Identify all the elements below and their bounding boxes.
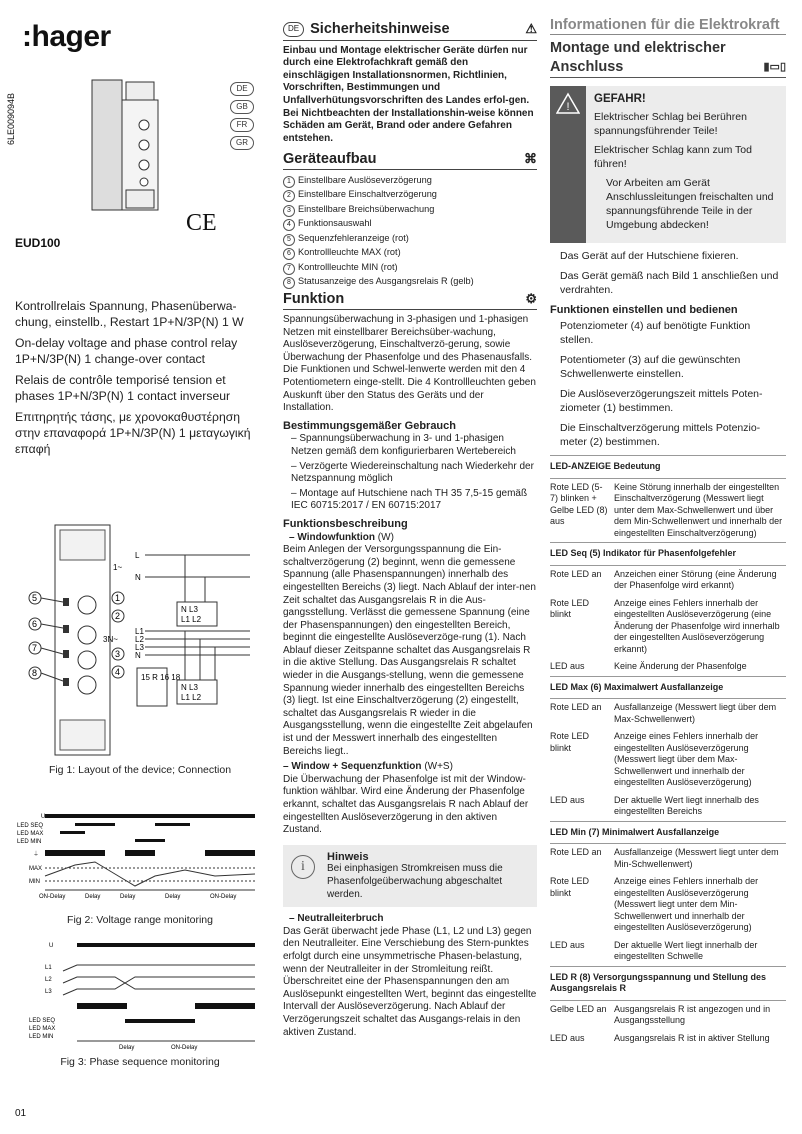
lang-badge-gb: GB [230,100,254,114]
svg-text:5: 5 [32,593,38,603]
ws-title: – Window + Sequenzfunktion [283,761,422,773]
svg-text:1: 1 [115,593,121,603]
table-row [550,478,786,543]
mount-heading [550,39,786,78]
func-step-1: Potenziometer (4) auf benötigte Funktion stellen. [560,320,751,346]
window-text: Beim Anlegen der Versorgungsspannung die Ein-schaltverzögerung (2) beginnt, wenn die gemessene Spannung (alle Phasenspannungen) innerhalb des eingestellten Bereichs (3) liegt. Nach Ablauf der inter-nen Zeit schaltet das Ausgangsrelais R in die Aus-gangsstellung. Verlässt die gemessene Spannung (eine der Phasenspannungen) den eingestellten Bereich, beginnt die eingestellte Auslöseverzöge-rung (1). Nach Ablauf dieser Zeitspanne schaltet das Ausgangsrelais R in die aktive Stellung. Das Ausgangsrelais R schaltet wieder in die Ausgangs-stellung, wenn die gemessene Spannung wieder innerhalb des eingestellten Bereichs (3) liegt. Ist eine Einschaltverzögerung (2) eingestellt, schaltet das Ausgangsrelais R wieder in die Ausgangsstellung, wenn die eingestellte Zeit abgelaufen ist und der Messwert innerhalb des eingestellten Bereichs liegt.. [283,544,536,757]
device-layout-icon: ⌘ [524,151,537,167]
table-cell-value: Anzeichen einer Störung (eine Änderung der Phasenfolge wird erkannt) [614,568,777,590]
fig1-terminal-bot: L1 L2 [181,615,202,624]
table-row [550,821,786,844]
fig2-label-delay-1: Delay [85,894,101,900]
table-row [550,658,786,676]
list-item [283,275,537,289]
brand-logo: :hager [22,20,111,53]
table-cell-value: Ausfallanzeige (Messwert liegt über dem Max-Schwellenwert) [614,702,777,724]
part-number: 1 [283,176,295,188]
fig2-label-led-seq: LED SEQ [17,823,44,829]
func-step-2: Potentiometer (3) auf die gewünschten Schwellenwerte einstellen. [560,354,741,380]
part-label: Sequenzfehleranzeige (rot) [298,232,409,243]
use-item-3: – Montage auf Hutschiene nach TH 35 7,5-15 gemäß IEC 60715:2017 / EN 60715:2017 [291,487,528,512]
table-row [550,595,786,659]
svg-text:8: 8 [32,668,38,678]
fig1-terminal-top: N L3 [181,605,198,614]
fig3-label-on-delay: ON-Delay [171,1045,198,1051]
use-item-2: – Verzögerte Wiedereinschaltung nach Wiederkehr der Netzspannung möglich [291,460,534,485]
fig1-label-n: N [135,573,141,582]
desc-title: Funktionsbeschreibung [283,517,408,530]
fig1-label-l1: L1 [135,627,144,636]
table-cell-value: Der aktuelle Wert liegt innerhalb des eingestellten Bereichs [614,794,759,816]
use-title: Bestimmungsgemäßer Gebrauch [283,419,456,432]
table-row [550,937,786,967]
function-heading [283,293,537,310]
gear-hand-icon: ⚙ [525,291,537,307]
list-item [283,203,537,217]
part-number: 2 [283,190,295,202]
table-cell-key: LED aus [550,1032,585,1043]
part-number: 6 [283,248,295,260]
list-item [283,246,537,260]
table-cell-value: Ausgangsrelais R ist angezogen und in Ausgangsstellung [614,1003,771,1025]
danger-text-1: Elektrischer Schlag bei Berühren spannungsführender Teile! [594,111,747,137]
device-heading [283,153,537,170]
fig2-label-min: MIN [29,879,40,885]
list-item [283,232,537,246]
table-cell-key: Gelbe LED an [550,1003,607,1014]
product-description [15,298,267,462]
parts-list [283,174,537,290]
table-cell-value: Keine Änderung der Phasenfolge [614,661,747,671]
fig3-diagram [15,935,265,1055]
din-rail-icon: ▮▭▯ [763,61,786,73]
function-title: Funktion [283,291,345,308]
hint-box [283,845,537,907]
info-title: Informationen für die Elektrokraft [550,18,786,35]
danger-text-3: Vor Arbeiten am Gerät Anschlussleitungen freischalten und spannungsführende Teile in der Umgebung abdecken! [606,177,774,231]
list-item [283,174,537,188]
table-cell-value: Ausgangsrelais R ist in aktiver Stellung [614,1032,770,1043]
part-label: Kontrollleuchte MIN (rot) [298,261,398,272]
table-row [550,966,786,1000]
document-code: 6LE009094B [6,92,16,145]
fig2-caption: Fig 2: Voltage range monitoring [67,914,213,926]
svg-text:4: 4 [115,667,121,677]
right-column [550,18,786,1047]
mount-step-1: Das Gerät auf der Hutschiene fixieren. [560,250,739,262]
part-label: Funktionsauswahl [298,218,372,229]
fig3-label-led-seq: LED SEQ [29,1018,56,1024]
part-number: 3 [283,205,295,217]
safety-heading [283,22,537,41]
fig1-terminal-bot-2: L1 L2 [181,693,202,702]
table-row [550,565,786,595]
fig2-label-on-delay: ON-Delay [39,894,66,900]
table-heading: LED Max (6) Maximalwert Ausfallanzeige [550,676,786,699]
svg-text:!: ! [566,101,570,113]
fig3-label-u: U [49,943,54,949]
device-title: Geräteaufbau [283,151,377,168]
fig1-diagram [15,520,265,765]
fig2-label-u: U [41,814,46,820]
part-label: Einstellbare Einschaltverzögerung [298,189,437,200]
fig2-label-max: MAX [29,866,43,872]
ws-code: (W+S) [424,761,453,773]
fig1-label-l3: L3 [135,643,144,652]
fig3-label-l3: L3 [45,989,52,995]
led-table [550,455,786,1047]
table-cell-key: LED aus [550,661,585,671]
lang-badge-fr: FR [230,118,254,132]
hint-text: Bei einphasigen Stromkreisen muss die Phasenfolgeüberwachung abgeschaltet werden. [327,863,503,900]
func-step-3: Die Auslöseverzögerungszeit mittels Poten-ziometer (1) bestimmen. [560,388,763,414]
window-code: (W) [377,531,394,543]
device-illustration [82,70,172,220]
fig3-label-l1: L1 [45,965,52,971]
page-number: 01 [15,1108,27,1119]
svg-text:2: 2 [115,611,121,621]
part-label: Einstellbare Auslöseverzögerung [298,174,432,185]
fig1-label-n3: N [135,651,141,660]
danger-text-2: Elektrischer Schlag kann zum Tod führen! [594,144,752,170]
table-cell-key: Rote LED an [550,568,602,579]
part-label: Statusanzeige des Ausgangsrelais R (gelb) [298,276,474,287]
table-cell-key: Rote LED an [550,702,602,712]
table-cell-key: LED aus [550,939,585,950]
table-cell-value: Anzeige eines Fehlers innerhalb der eingestellten Auslöseverzögerung (Messwert liegt über dem Max-Schwellenwert und innerhalb der eingestellten Auslöseverzögerung) [614,731,759,787]
window-title: – Windowfunktion [289,531,376,543]
function-intro: Spannungsüberwachung in 3-phasigen und 1-phasigen Netzen mit einstellbarer Bereichsüber-wachung, Auslöseverzögerung, Einschaltverzö-gerung, sowie Überwachung der Phasenfolge und des Phasenausfalls. Die Funktionen und Schwel-lenwerte werden mit den 4 Potentiometern einge-stellt. Die 4 Kontrollleuchten geben Auskunft über den Status des Geräts und der Installation. [283,314,536,414]
table-row [550,676,786,699]
fig3-caption: Fig 3: Phase sequence monitoring [60,1056,220,1068]
fig1-caption: Fig 1: Layout of the device; Connection [48,764,232,776]
fig3-label-delay: Delay [119,1045,135,1051]
fig2-label-led-min: LED MIN [17,839,42,845]
neutral-text: Das Gerät überwacht jede Phase (L1, L2 und L3) gegen den Neutralleiter. Eine Verschiebung des Stern-punktes erfolgt durch eine unsymmetrische Phasen-belastung, wenn der Neutralleiter in der Stromleitung reißt. Überschreitet eine der Phasenspannungen den am Auslösepunkt eingestellten Wert, beginnt das eingestellte Intervall der Auslöseverzögerung. Nach Ablauf der Verzögerungszeit schaltet das Ausgangs-relais in den aktiven Zustand. [283,925,537,1038]
middle-column [283,20,537,1039]
func-step-4: Die Einschaltverzögerung mittels Potenzio-meter (2) bestimmen. [560,422,761,448]
part-number: 8 [283,277,295,289]
svg-text:7: 7 [32,643,38,653]
table-cell-value: Ausfallanzeige (Messwert liegt unter dem Min-Schwellenwert) [614,847,779,869]
svg-text:3: 3 [115,649,121,659]
fig1-label-l2: L2 [135,635,144,644]
table-row [550,1000,786,1030]
fig2-label-delay-3: Delay [165,894,181,900]
desc-en: On-delay voltage and phase control relay 1P+N/3P(N) 1 change-over contact [15,336,238,366]
mount-title: Montage und elektrischer Anschluss [550,40,726,75]
table-cell-key: LED aus [550,794,585,805]
list-item [283,188,537,202]
table-row [550,792,786,822]
fig3-label-l2: L2 [45,977,52,983]
safety-title: Sicherheitshinweise [310,21,450,38]
desc-de: Kontrollrelais Spannung, Phasenüberwa-chung, einstellb., Restart 1P+N/3P(N) 1 W [15,299,244,329]
fig2-label-relay: ⏚ [33,852,40,858]
func-setup-title: Funktionen einstellen und bedienen [550,304,738,316]
fig1-terminal-top-2: N L3 [181,683,198,692]
table-row [550,699,786,729]
table-cell-key: Rote LED (5-7) blinken + Gelbe LED (8) aus [550,481,608,526]
svg-text:6: 6 [32,619,38,629]
table-cell-value: Anzeige eines Fehlers innerhalb der eingestellten Auslöseverzögerung (Messwert liegt unter dem Min-Schwellenwert und innerhalb der eingestellten Auslöseverzögerung) [614,876,759,932]
desc-gr: Επιτηρητής τάσης, με χρονοκαθυστέρηση στην επαναφορά 1P+N/3P(N) 1 μεταγωγική επαφή [15,410,251,456]
table-row [550,844,786,874]
fig3-label-led-min: LED MIN [29,1034,54,1040]
fig1-relay-label: 15 R 16 18 [141,673,181,682]
info-icon: i [291,855,315,879]
fig2-diagram [15,810,265,905]
table-heading: LED Seq (5) Indikator für Phasenfolgefehler [550,543,786,566]
danger-box [550,86,786,243]
part-label: Einstellbare Breichsüberwachung [298,203,435,214]
fig1-label-3p: 3N~ [103,635,118,644]
warning-people-icon: ⚠ [525,21,537,36]
table-cell-value: Der aktuelle Wert liegt innerhalb der eingestellten Schwelle [614,939,758,961]
table-cell-key: Rote LED blinkt [550,731,590,753]
use-item-1: – Spannungsüberwachung in 3- und 1-phasigen Netzen gemäß dem konfigurierbaren Wertebereich [291,433,516,457]
lang-badge-de: DE [230,82,254,96]
desc-fr: Relais de contrôle temporisé tension et phases 1P+N/3P(N) 1 contact inverseur [15,373,231,403]
fig3-label-led-max: LED MAX [29,1026,56,1032]
table-cell-key: Rote LED blinkt [550,876,590,898]
part-number: 5 [283,234,295,246]
warning-triangle-icon [550,86,586,243]
part-number: 4 [283,219,295,231]
mount-step-2: Das Gerät gemäß nach Bild 1 anschließen und verdrahten. [560,270,779,296]
part-label: Kontrollleuchte MAX (rot) [298,247,401,258]
part-number: 7 [283,263,295,275]
fig2-label-delay-2: Delay [120,894,136,900]
table-row [550,873,786,937]
list-item [283,261,537,275]
table-row [550,456,786,479]
table-cell-key: Rote LED blinkt [550,597,590,619]
hint-title: Hinweis [327,850,369,863]
table-row [550,543,786,566]
fig1-label-1p: 1~ [113,563,123,572]
lang-badge-de-inline: DE [283,22,304,37]
table-cell-value: Keine Störung innerhalb der eingestellten Einschaltverzögerung (Messwert liegt unter dem Max-Schwellenwert und über dem Min-Schwellenwert und innerhalb der eingestellten Einschaltverzögerung) [614,481,783,538]
table-heading: LED-ANZEIGE Bedeutung [550,456,786,479]
table-cell-key: Rote LED an [550,847,602,857]
danger-title: GEFAHR! [594,93,646,105]
neutral-title: – Neutralleiterbruch [289,913,384,925]
table-heading: LED Min (7) Minimalwert Ausfallanzeige [550,821,786,844]
table-heading: LED R (8) Versorgungsspannung und Stellung des Ausgangsrelais R [550,966,786,1000]
safety-text: Einbau und Montage elektrischer Geräte dürfen nur durch eine Elektrofachkraft gemäß den einschlägigen Installationsnormen, Richtlinien, Vorschriften, Bestimmungen und Unfallverhütungsvorschriften des Landes erfol-gen. Bei Nichtbeachten der Installationshin-weise können Schäden am Gerät, Brand oder andere Gefahren entstehen. [283,44,534,144]
fig2-label-led-max: LED MAX [17,831,44,837]
product-name: EUD100 [15,236,61,250]
list-item [283,217,537,231]
table-row [550,728,786,792]
lang-badge-gr: GR [230,136,254,150]
table-row [550,1030,786,1048]
table-cell-value: Anzeige eines Fehlers innerhalb der eingestellten Auslöseverzögerung (eine Änderung der Phasenfolge wird innerhalb der eingestellten Auslöseverzögerung erkannt) [614,597,780,654]
fig1-label-l: L [135,551,140,560]
fig2-label-on-delay-2: ON-Delay [210,894,237,900]
language-badges [230,82,254,154]
ce-mark: CE [186,210,217,236]
ws-text: Die Überwachung der Phasenfolge ist mit der Window-funktion wählbar. Wird eine Änderung der Phasenfolge erkannt, schaltet das Ausgangsrelais R nach Ablauf der eingestellten Auslöseverzögerung in den aktiven Zustand. [283,773,529,836]
